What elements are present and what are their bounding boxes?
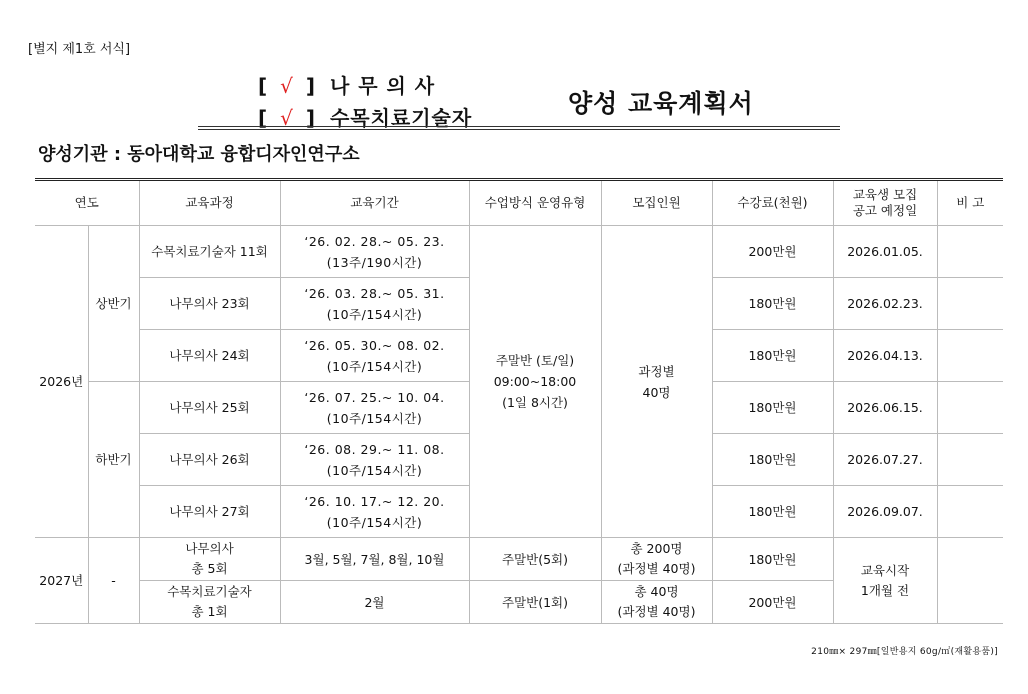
remark-cell [937,226,1003,278]
course-cell [139,538,280,581]
recruit-cell [601,581,712,624]
fee-cell: 180만원 [712,330,833,382]
remark-cell [937,382,1003,434]
notice-line2: 1개월 전 [860,582,910,598]
recruit-line1: 과정별 [638,363,675,379]
period-cell [280,278,469,330]
notice-date-cell: 2026.01.05. [833,226,937,278]
title-divider [198,129,840,130]
recruit-per-course: (과정별 40명) [617,604,696,619]
fee-cell: 180만원 [712,278,833,330]
method-cell: 주말반(5회) [469,538,601,581]
course-cell: 나무의사 23회 [139,278,280,330]
period-duration: (10주/154시간) [326,306,423,322]
method-line1: 주말반 (토/일) [495,353,575,368]
recruit-cell [601,538,712,581]
document-title: 양성 교육계획서 [568,89,754,118]
bracket-close: ] [305,74,316,98]
period-cell: 2월 [280,581,469,624]
first-half-cell: 상반기 [88,226,139,382]
period-duration: (10주/154시간) [326,358,423,374]
course-name: 수목치료기술자 [167,584,252,599]
header-notice [833,180,937,226]
remark-cell [937,278,1003,330]
course-cell: 나무의사 24회 [139,330,280,382]
course-count: 총 1회 [191,604,228,619]
check-mark-icon: √ [280,106,294,130]
course-count: 총 5회 [191,561,228,576]
fee-cell: 180만원 [712,382,833,434]
fee-cell: 180만원 [712,538,833,581]
recruit-line2: 40명 [642,384,671,400]
course-name: 나무의사 [185,541,234,556]
period-cell [280,382,469,434]
period-cell [280,486,469,538]
period-duration: (10주/154시간) [326,462,423,478]
period-dates: ‘26. 08. 29.~ 11. 08. [304,441,445,457]
period-dates: ‘26. 02. 28.~ 05. 23. [304,233,445,249]
remark-cell [937,486,1003,538]
bracket-open: [ [258,74,269,98]
year-2027-cell: 2027년 [35,538,88,624]
course-cell: 수목치료기술자 11회 [139,226,280,278]
form-number: [별지 제1호 서식] [28,42,131,57]
table-row [35,538,1003,581]
bracket-open: [ [258,106,269,130]
header-remark: 비 고 [937,180,1003,226]
course-name-tree-treatment: 수목치료기술자 [329,106,473,130]
remark-cell [937,330,1003,382]
remark-cell [937,434,1003,486]
notice-date-cell: 2026.02.23. [833,278,937,330]
notice-date-cell [833,538,937,624]
notice-date-cell: 2026.04.13. [833,330,937,382]
header-period: 교육기간 [280,180,469,226]
recruit-total: 총 40명 [634,584,679,599]
course-cell [139,581,280,624]
course-cell: 나무의사 27회 [139,486,280,538]
period-dates: ‘26. 03. 28.~ 05. 31. [304,285,445,301]
second-half-cell: 하반기 [88,382,139,538]
fee-cell: 180만원 [712,486,833,538]
recruit-per-course: (과정별 40명) [617,561,696,576]
check-mark-icon: √ [280,74,294,98]
notice-date-cell: 2026.09.07. [833,486,937,538]
header-year: 연도 [35,180,139,226]
notice-date-cell: 2026.06.15. [833,382,937,434]
table-row [35,226,1003,278]
year-2026-cell: 2026년 [35,226,88,538]
half-dash-cell: - [88,538,139,624]
period-duration: (10주/154시간) [326,514,423,530]
method-cell: 주말반(1회) [469,581,601,624]
header-notice-line1: 교육생 모집 [852,187,918,202]
table-header-row [35,180,1003,226]
method-line3: (1일 8시간) [502,395,568,410]
header-notice-line2: 공고 예정일 [852,203,918,218]
header-course-line-1 [258,70,435,99]
recruit-total: 총 200명 [630,541,683,556]
bracket-close: ] [305,106,316,130]
period-dates: ‘26. 10. 17.~ 12. 20. [304,493,445,509]
header-method: 수업방식 운영유형 [469,180,601,226]
fee-cell: 200만원 [712,226,833,278]
paper-spec-footer: 210㎜× 297㎜[일반용지 60g/㎡(재활용품)] [811,647,998,657]
remark-cell [937,538,1003,624]
fee-cell: 180만원 [712,434,833,486]
fee-cell: 200만원 [712,581,833,624]
header-recruit: 모집인원 [601,180,712,226]
period-cell [280,434,469,486]
method-line2: 09:00~18:00 [493,374,577,389]
title-divider [198,126,840,127]
course-cell: 나무의사 26회 [139,434,280,486]
education-plan-table [35,178,1003,624]
header-course: 교육과정 [139,180,280,226]
institution-label: 양성기관 : 동아대학교 융합디자인연구소 [38,144,360,165]
course-name-tree-doctor: 나 무 의 사 [329,74,436,98]
recruit-cell [601,226,712,538]
period-duration: (10주/154시간) [326,410,423,426]
header-fee: 수강료(천원) [712,180,833,226]
period-dates: ‘26. 07. 25.~ 10. 04. [304,389,445,405]
period-duration: (13주/190시간) [326,254,423,270]
notice-date-cell: 2026.07.27. [833,434,937,486]
period-cell: 3월, 5월, 7월, 8월, 10월 [280,538,469,581]
notice-line1: 교육시작 [860,562,910,578]
period-cell [280,330,469,382]
method-cell [469,226,601,538]
period-dates: ‘26. 05. 30.~ 08. 02. [304,337,445,353]
period-cell [280,226,469,278]
course-cell: 나무의사 25회 [139,382,280,434]
